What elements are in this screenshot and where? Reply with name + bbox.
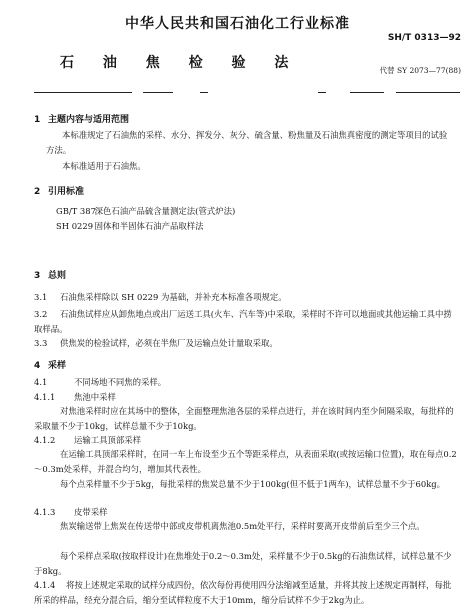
clause-text: 供焦炭的检验试样，必须在半焦厂及运输点处计量取采取。	[60, 338, 278, 348]
clause-3-1	[34, 290, 455, 305]
section-number: 4	[34, 361, 41, 371]
standard-code: SH/T 0313—92	[387, 33, 461, 43]
clause-4-1-2-body: 在运输工具顶部采样时，在同一车上布设至少五个等距采样点，从表面采取(或按运输口位置)，取在每点0.2～0.3m处采样，并混合均匀，增加其代表性。	[34, 449, 457, 474]
clause-4-1-1-heading	[34, 391, 116, 403]
clause-title: 皮带采样	[74, 507, 108, 517]
clause-text: 将按上述规定采取的试样分成四份，依次每份再使用四分法缩减至适量，并将其按上述规定再制样，每批所采的样品，经充分混合后，缩分至试样粒度不大于10mm，缩分后试样不少于2kg为止。	[34, 580, 452, 605]
section-heading-4	[34, 358, 66, 371]
section-1-paragraph: 本标准适用于石油焦。	[62, 161, 146, 171]
clause-4-1-3-body: 焦炭输送带上焦炭在传送带中部或皮带机离焦池0.5m处平行，采样时要离开皮带前后至少三个点。	[60, 521, 425, 531]
section-title: 主题内容与适用范围	[48, 115, 130, 125]
clause-3-2	[34, 307, 455, 337]
clause-number: 4.1.3	[34, 507, 56, 517]
section-title: 引用标准	[48, 187, 85, 197]
reference-title: 深色石油产品硫含量测定法(管式炉法)	[94, 206, 236, 216]
clause-number: 4.1.4	[34, 580, 56, 590]
section-title: 采样	[48, 361, 67, 371]
reference-item	[56, 205, 235, 217]
clause-3-3	[34, 336, 455, 351]
clause-text: 石油焦采样除以 SH 0229 为基础，并补充本标准各项规定。	[60, 292, 287, 302]
header-rule	[200, 92, 208, 93]
section-title: 总则	[48, 271, 67, 281]
clause-title: 焦池中采样	[74, 392, 116, 402]
clause-4-1-2-heading	[34, 434, 141, 446]
section-number: 1	[34, 115, 41, 125]
clause-4-1-2-body-2: 每个点采样量不少于5kg，每批采样的焦炭总量不少于100kg(但不低于1两车)，试样总量不少于60kg。	[60, 479, 446, 489]
clause-4-1	[34, 376, 166, 388]
header-rule	[350, 92, 384, 93]
clause-4-1-4	[34, 578, 455, 608]
reference-title: 固体和半固体石油产品取样法	[94, 221, 204, 231]
clause-number: 3.3	[34, 338, 48, 348]
industry-standard-heading: 中华人民共和国石油化工行业标准	[125, 16, 350, 32]
section-number: 3	[34, 271, 41, 281]
clause-4-1-1-body: 对焦池采样时应在其场中的整体，全面整理焦池各层的采样点进行，并在该时间内至少间隔采取，每批样的采取量不少于10kg，试样总量不少于10kg。	[34, 406, 454, 431]
clause-number: 4.1.2	[34, 435, 56, 445]
clause-4-1-3-body-2: 每个采样点采取(按取样设计)在焦堆处于0.2～0.3m处，采样量不少于0.5kg的石油焦试样，试样总量不少于8kg。	[34, 551, 452, 576]
clause-number: 4.1	[34, 377, 48, 387]
clause-title: 运输工具顶部采样	[74, 435, 141, 445]
clause-4-1-3-heading	[34, 506, 108, 518]
section-heading-3	[34, 268, 66, 281]
document-title: 石 油 焦 检 验 法	[60, 55, 301, 71]
replaces-note: 代替 SY 2073—77(88)	[379, 66, 461, 75]
section-heading-1	[34, 112, 129, 125]
clause-text: 石油焦试样应从卸焦地点或出厂运送工具(火车、汽车等)中采取，采样时不许可以地面或其他运输工具中捞取样品。	[34, 309, 452, 334]
reference-item	[56, 220, 204, 232]
section-heading-2	[34, 184, 84, 197]
reference-code: SH 0229	[56, 221, 94, 231]
reference-code: GB/T 387	[56, 206, 96, 216]
header-rule	[396, 92, 460, 93]
header-rule	[143, 92, 173, 93]
clause-number: 3.2	[34, 309, 48, 319]
clause-number: 4.1.1	[34, 392, 56, 402]
section-1-paragraph: 本标准规定了石油焦的采样、水分、挥发分、灰分、硫含量、粉焦量及石油焦真密度的测定等项目的试验方法。	[46, 130, 448, 155]
clause-number: 3.1	[34, 292, 48, 302]
section-number: 2	[34, 187, 41, 197]
header-rule	[318, 92, 326, 93]
clause-text: 不同场地不同焦的采样。	[74, 377, 167, 387]
header-rule	[34, 92, 132, 93]
